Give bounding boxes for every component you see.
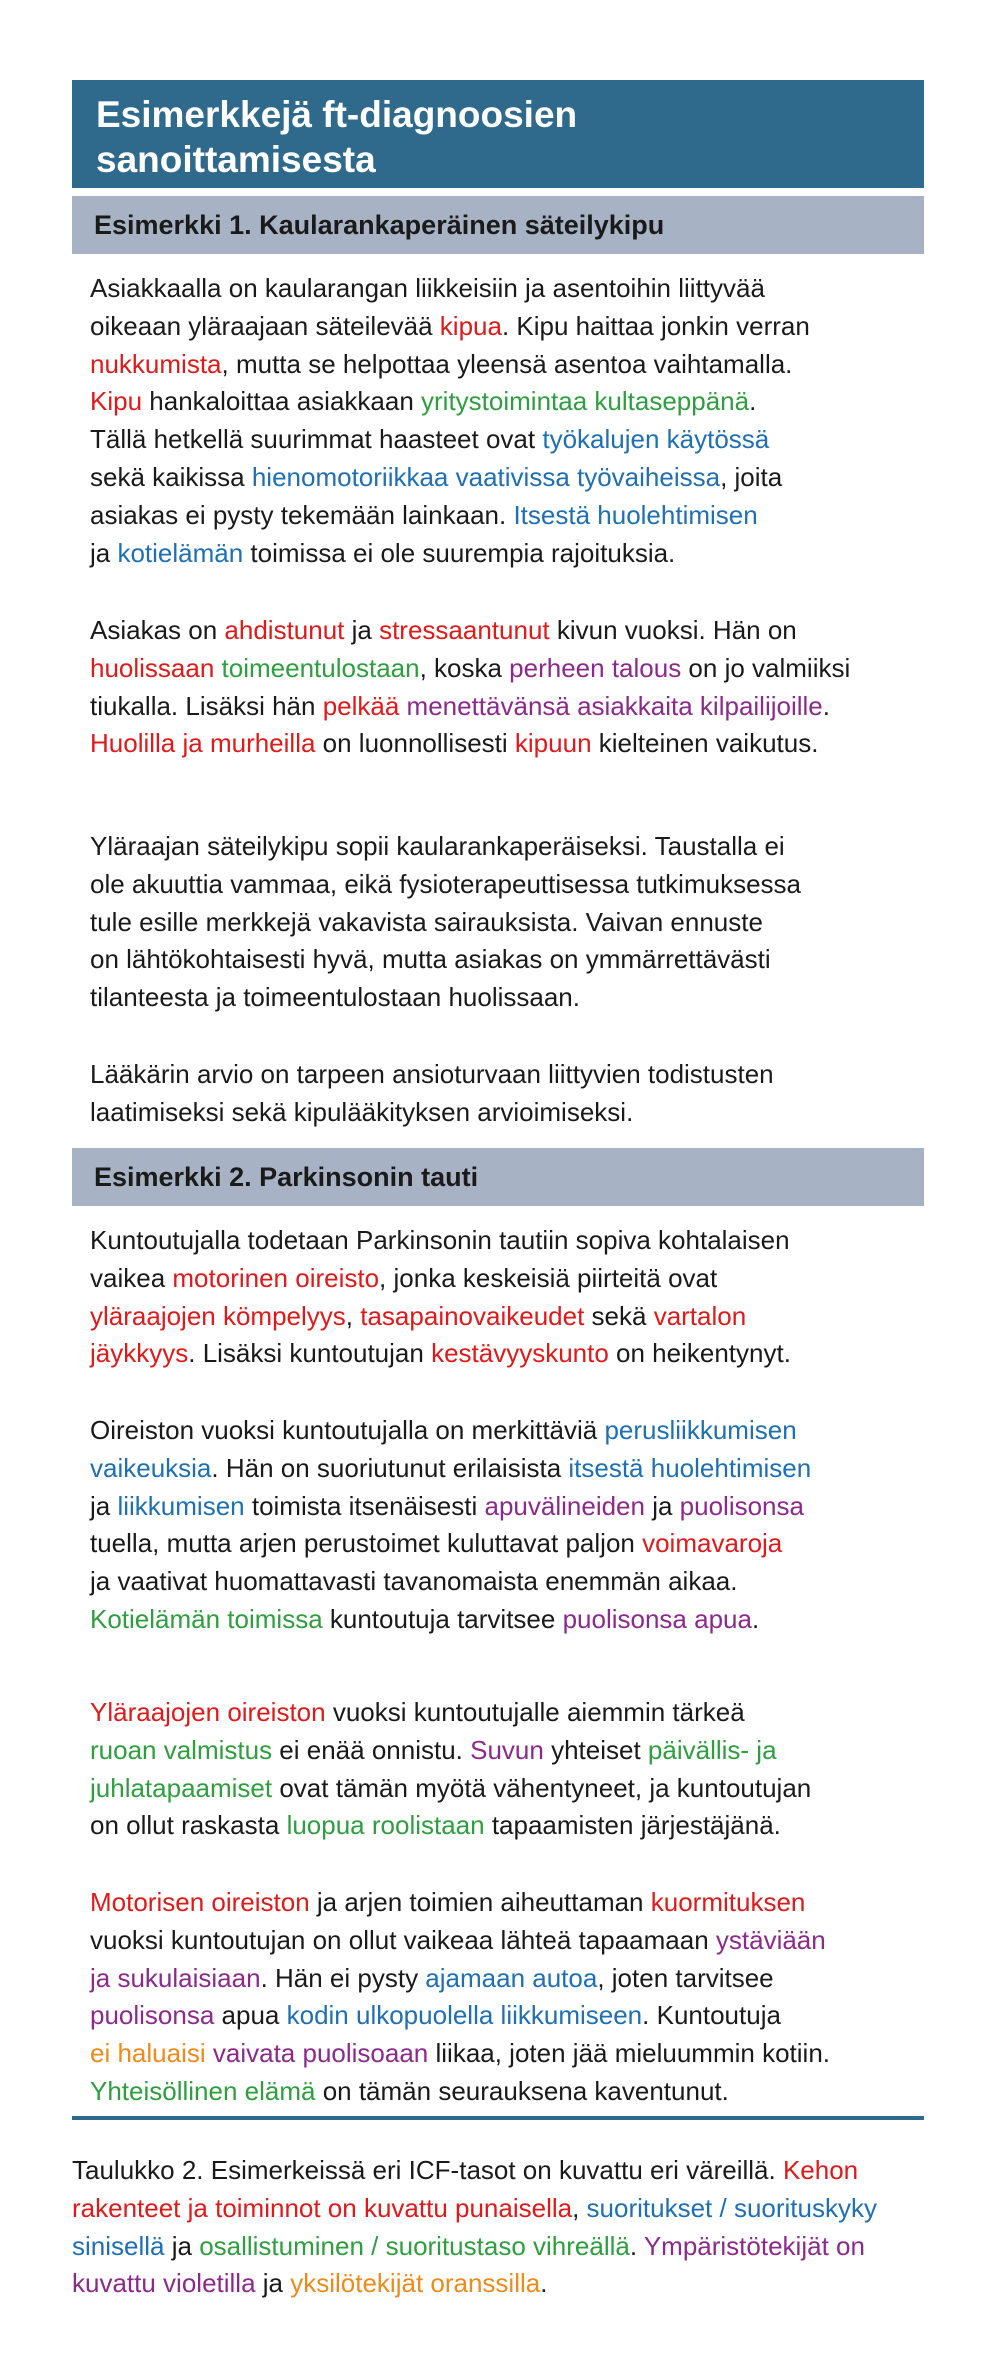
text-segment: [206, 2038, 213, 2068]
text-segment: vaikea: [90, 1262, 173, 1293]
example-2-paragraph-1: [90, 1222, 910, 1373]
icf-highlight: Motorisen oireiston: [90, 1887, 310, 1917]
text-segment: Asiakas on: [90, 615, 225, 645]
text-segment: [214, 653, 221, 683]
text-segment: , mutta se helpottaa yleensä asentoa vaihtamalla.: [221, 348, 793, 379]
icf-highlight: rakenteet ja toiminnot on kuvattu punaisella: [72, 2192, 573, 2223]
text-segment: ei enää onnistu.: [272, 1734, 471, 1765]
example-1-paragraph-1: [90, 270, 910, 572]
text-line: [90, 346, 910, 384]
text-line: [90, 1807, 910, 1845]
text-segment: .: [749, 386, 757, 417]
text-segment: kivun vuoksi. Hän on: [549, 615, 797, 645]
text-line: [90, 828, 910, 866]
text-segment: .: [629, 2230, 644, 2261]
text-line: [90, 459, 910, 497]
icf-highlight: kestävyyskunto: [431, 1338, 609, 1369]
text-segment: Taulukko 2. Esimerkeissä eri ICF-tasot on kuvattu eri väreillä.: [72, 2155, 783, 2185]
icf-highlight: sinisellä: [72, 2230, 165, 2261]
icf-highlight: yritystoimintaa kultaseppänä: [421, 386, 750, 417]
divider-rule: [72, 2116, 924, 2120]
text-segment: on luonnollisesti: [315, 728, 515, 759]
text-line: [90, 535, 910, 573]
icf-highlight: luopua roolistaan: [286, 1810, 485, 1841]
text-line: [90, 904, 910, 942]
text-segment: ja: [164, 2230, 200, 2261]
text-line: [90, 1094, 910, 1132]
icf-highlight: osallistuminen / suoritustaso vihreällä: [199, 2230, 630, 2261]
text-segment: , joita: [720, 461, 783, 492]
text-line: [90, 383, 910, 421]
text-segment: asiakas ei pysty tekemään lainkaan.: [90, 499, 514, 530]
text-segment: on jo valmiiksi: [681, 652, 851, 683]
text-segment: toimissa ei ole suurempia rajoituksia.: [243, 537, 676, 568]
text-line: [90, 1260, 910, 1298]
text-segment: ole akuuttia vammaa, eikä fysioterapeuttisessa tutkimuksessa: [90, 868, 802, 899]
text-segment: ja vaativat huomattavasti tavanomaista enemmän aikaa.: [90, 1566, 738, 1597]
icf-highlight: motorinen oireisto: [172, 1262, 380, 1293]
text-segment: ja: [90, 537, 118, 568]
text-line: [90, 1450, 910, 1488]
text-segment: .: [822, 690, 830, 721]
icf-highlight: hienomotoriikkaa vaativissa työvaiheissa: [251, 461, 721, 492]
text-segment: . Lisäksi kuntoutujan: [188, 1338, 432, 1369]
text-line: [90, 1997, 910, 2035]
icf-highlight: yksilötekijät oranssilla: [290, 2268, 541, 2299]
text-line: [90, 1960, 910, 1998]
example-2-paragraph-3: [90, 1694, 910, 1845]
text-line: [90, 1884, 910, 1922]
icf-highlight: kuormituksen: [650, 1887, 806, 1917]
icf-highlight: tasapainovaikeudet: [360, 1300, 585, 1331]
text-segment: .: [751, 1603, 760, 1634]
text-line: [90, 1694, 910, 1732]
icf-highlight: Yläraajojen oireiston: [90, 1697, 326, 1727]
text-line: [72, 2190, 952, 2228]
text-segment: . Kipu haittaa jonkin verran: [501, 310, 810, 341]
text-segment: tilanteesta ja toimeentulostaan huolissaan.: [90, 982, 580, 1013]
text-segment: ,: [345, 1300, 361, 1331]
text-line: [90, 1222, 910, 1260]
icf-highlight: puolisonsa: [90, 2000, 215, 2031]
title-line-1: Esimerkkejä ft-diagnoosien: [96, 94, 578, 135]
icf-highlight: yläraajojen kömpelyys: [90, 1300, 346, 1331]
icf-highlight: vaivata puolisoaan: [212, 2038, 429, 2069]
text-segment: hankaloittaa asiakkaan: [142, 386, 422, 417]
icf-highlight: apuvälineiden: [484, 1490, 645, 1521]
text-segment: sekä: [584, 1300, 654, 1331]
text-segment: ja: [255, 2268, 291, 2299]
text-segment: . Hän on suoriutunut erilaisista: [211, 1452, 569, 1483]
table-caption: [72, 2152, 952, 2303]
text-segment: toimista itsenäisesti: [244, 1490, 485, 1521]
text-segment: Tällä hetkellä suurimmat haasteet ovat: [90, 424, 543, 455]
icf-highlight: vaikeuksia: [90, 1452, 212, 1483]
text-segment: tiukalla. Lisäksi hän: [90, 690, 323, 721]
text-segment: on tämän seurauksena kaventunut.: [315, 2075, 729, 2106]
text-line: [90, 2073, 910, 2111]
text-line: [90, 421, 910, 459]
text-segment: ovat tämän myötä vähentyneet, ja kuntoutujan: [272, 1772, 812, 1803]
text-segment: . Hän ei pysty: [260, 1962, 426, 1993]
icf-highlight: voimavaroja: [642, 1528, 783, 1559]
text-segment: tuella, mutta arjen perustoimet kuluttavat paljon: [90, 1528, 643, 1559]
text-segment: on lähtökohtaisesti hyvä, mutta asiakas on ymmärrettävästi: [90, 944, 771, 975]
text-line: [72, 2265, 952, 2303]
title-line-2: sanoittamisesta: [96, 139, 376, 180]
icf-highlight: toimeentulostaan: [221, 652, 420, 683]
text-segment: tapaamisten järjestäjänä.: [484, 1810, 781, 1841]
text-line: [90, 866, 910, 904]
text-segment: ja arjen toimien aiheuttaman: [309, 1887, 651, 1917]
text-segment: oikeaan yläraajaan säteilevää: [90, 310, 440, 341]
text-line: [90, 941, 910, 979]
icf-highlight: vartalon: [653, 1300, 747, 1331]
icf-highlight: Yhteisöllinen elämä: [90, 2075, 316, 2106]
icf-highlight: juhlatapaamiset: [90, 1772, 273, 1803]
icf-highlight: Itsestä huolehtimisen: [513, 499, 758, 530]
icf-highlight: ystäviään: [715, 1924, 826, 1955]
text-segment: Lääkärin arvio on tarpeen ansioturvaan liittyvien todistusten: [90, 1059, 774, 1089]
text-line: [90, 1298, 910, 1336]
document-title: [72, 80, 924, 188]
text-segment: on heikentynyt.: [608, 1338, 791, 1369]
icf-highlight: jäykkyys: [90, 1338, 189, 1369]
text-segment: ja: [644, 1490, 680, 1521]
icf-highlight: päivällis- ja: [647, 1734, 777, 1765]
icf-highlight: liikkumisen: [117, 1490, 245, 1521]
icf-highlight: Kipu: [90, 386, 143, 417]
example-1-heading: Esimerkki 1. Kaularankaperäinen säteilykipu: [72, 196, 924, 254]
example-1-paragraph-4: [90, 1056, 910, 1132]
text-segment: apua: [214, 2000, 287, 2031]
icf-highlight: stressaantunut: [379, 615, 550, 645]
icf-highlight: Huolilla ja murheilla: [90, 728, 316, 759]
icf-highlight: nukkumista: [90, 348, 222, 379]
icf-highlight: ajamaan autoa: [425, 1962, 598, 1993]
icf-highlight: Kotielämän toimissa: [90, 1603, 323, 1634]
text-segment: ja: [344, 615, 380, 645]
text-segment: Asiakkaalla on kaularangan liikkeisiin ja asentoihin liittyvää: [90, 273, 765, 303]
text-segment: kielteinen vaikutus.: [591, 728, 819, 759]
icf-highlight: ja sukulaisiaan: [90, 1962, 261, 1993]
text-line: [72, 2152, 952, 2190]
text-line: [90, 1412, 910, 1450]
text-segment: vuoksi kuntoutujalle aiemmin tärkeä: [325, 1697, 745, 1727]
text-line: [90, 1732, 910, 1770]
text-segment: liikaa, joten jää mieluummin kotiin.: [428, 2038, 830, 2069]
text-segment: ja: [90, 1490, 118, 1521]
text-segment: Yläraajan säteilykipu sopii kaularankaperäiseksi. Taustalla ei: [90, 831, 785, 861]
icf-highlight: huolissaan: [90, 652, 215, 683]
icf-highlight: kodin ulkopuolella liikkumiseen: [286, 2000, 643, 2031]
text-line: [72, 2228, 952, 2266]
icf-highlight: kipuun: [514, 728, 592, 759]
text-line: [90, 308, 910, 346]
text-line: [90, 1525, 910, 1563]
icf-highlight: puolisonsa apua: [562, 1603, 752, 1634]
icf-highlight: ei haluaisi: [90, 2038, 206, 2069]
text-line: [90, 979, 910, 1017]
text-segment: ,: [572, 2192, 587, 2223]
text-line: [90, 1056, 910, 1094]
example-1-paragraph-2: [90, 612, 910, 763]
icf-highlight: perheen talous: [509, 652, 682, 683]
example-2-heading: Esimerkki 2. Parkinsonin tauti: [72, 1148, 924, 1206]
text-line: [90, 1488, 910, 1526]
icf-highlight: kuvattu violetilla: [72, 2268, 256, 2299]
text-segment: sekä kaikissa: [90, 461, 252, 492]
text-segment: laatimiseksi sekä kipulääkityksen arvioimiseksi.: [90, 1096, 634, 1127]
icf-highlight: Ympäristötekijät on: [643, 2230, 865, 2261]
icf-highlight: suoritukset / suorituskyky: [586, 2192, 877, 2223]
text-segment: Oireiston vuoksi kuntoutujalla on merkittäviä: [90, 1415, 605, 1445]
text-line: [90, 725, 910, 763]
text-line: [90, 1770, 910, 1808]
icf-highlight: kotielämän: [117, 537, 244, 568]
text-segment: , joten tarvitsee: [597, 1962, 774, 1993]
text-line: [90, 2035, 910, 2073]
icf-highlight: pelkää: [322, 690, 400, 721]
text-line: [90, 270, 910, 308]
text-line: [90, 1601, 910, 1639]
icf-highlight: Kehon: [782, 2155, 859, 2185]
icf-highlight: Suvun: [470, 1734, 544, 1765]
text-segment: vuoksi kuntoutujan on ollut vaikeaa lähteä tapaamaan: [90, 1924, 716, 1955]
text-line: [90, 650, 910, 688]
icf-highlight: kipua: [439, 310, 502, 341]
example-1-paragraph-3: [90, 828, 910, 1017]
text-segment: tule esille merkkejä vakavista sairauksista. Vaivan ennuste: [90, 906, 763, 937]
icf-highlight: puolisonsa: [679, 1490, 804, 1521]
text-segment: [399, 691, 406, 721]
text-segment: , jonka keskeisiä piirteitä ovat: [379, 1262, 718, 1293]
text-line: [90, 1922, 910, 1960]
text-segment: . Kuntoutuja: [642, 2000, 781, 2031]
text-line: [90, 688, 910, 726]
text-segment: on ollut raskasta: [90, 1810, 287, 1841]
icf-highlight: perusliikkumisen: [604, 1415, 797, 1445]
text-line: [90, 1563, 910, 1601]
icf-highlight: ahdistunut: [224, 615, 345, 645]
icf-highlight: itsestä huolehtimisen: [568, 1452, 812, 1483]
text-line: [90, 612, 910, 650]
icf-highlight: menettävänsä asiakkaita kilpailijoille: [406, 690, 823, 721]
text-line: [90, 1335, 910, 1373]
text-segment: yhteiset: [543, 1734, 648, 1765]
example-2-paragraph-4: [90, 1884, 910, 2111]
text-segment: , koska: [419, 652, 510, 683]
text-segment: Kuntoutujalla todetaan Parkinsonin tautiin sopiva kohtalaisen: [90, 1225, 790, 1255]
text-segment: .: [540, 2268, 548, 2299]
example-2-paragraph-2: [90, 1412, 910, 1639]
text-line: [90, 497, 910, 535]
icf-highlight: työkalujen käytössä: [542, 424, 770, 455]
text-segment: kuntoutuja tarvitsee: [322, 1603, 563, 1634]
icf-highlight: ruoan valmistus: [90, 1734, 273, 1765]
